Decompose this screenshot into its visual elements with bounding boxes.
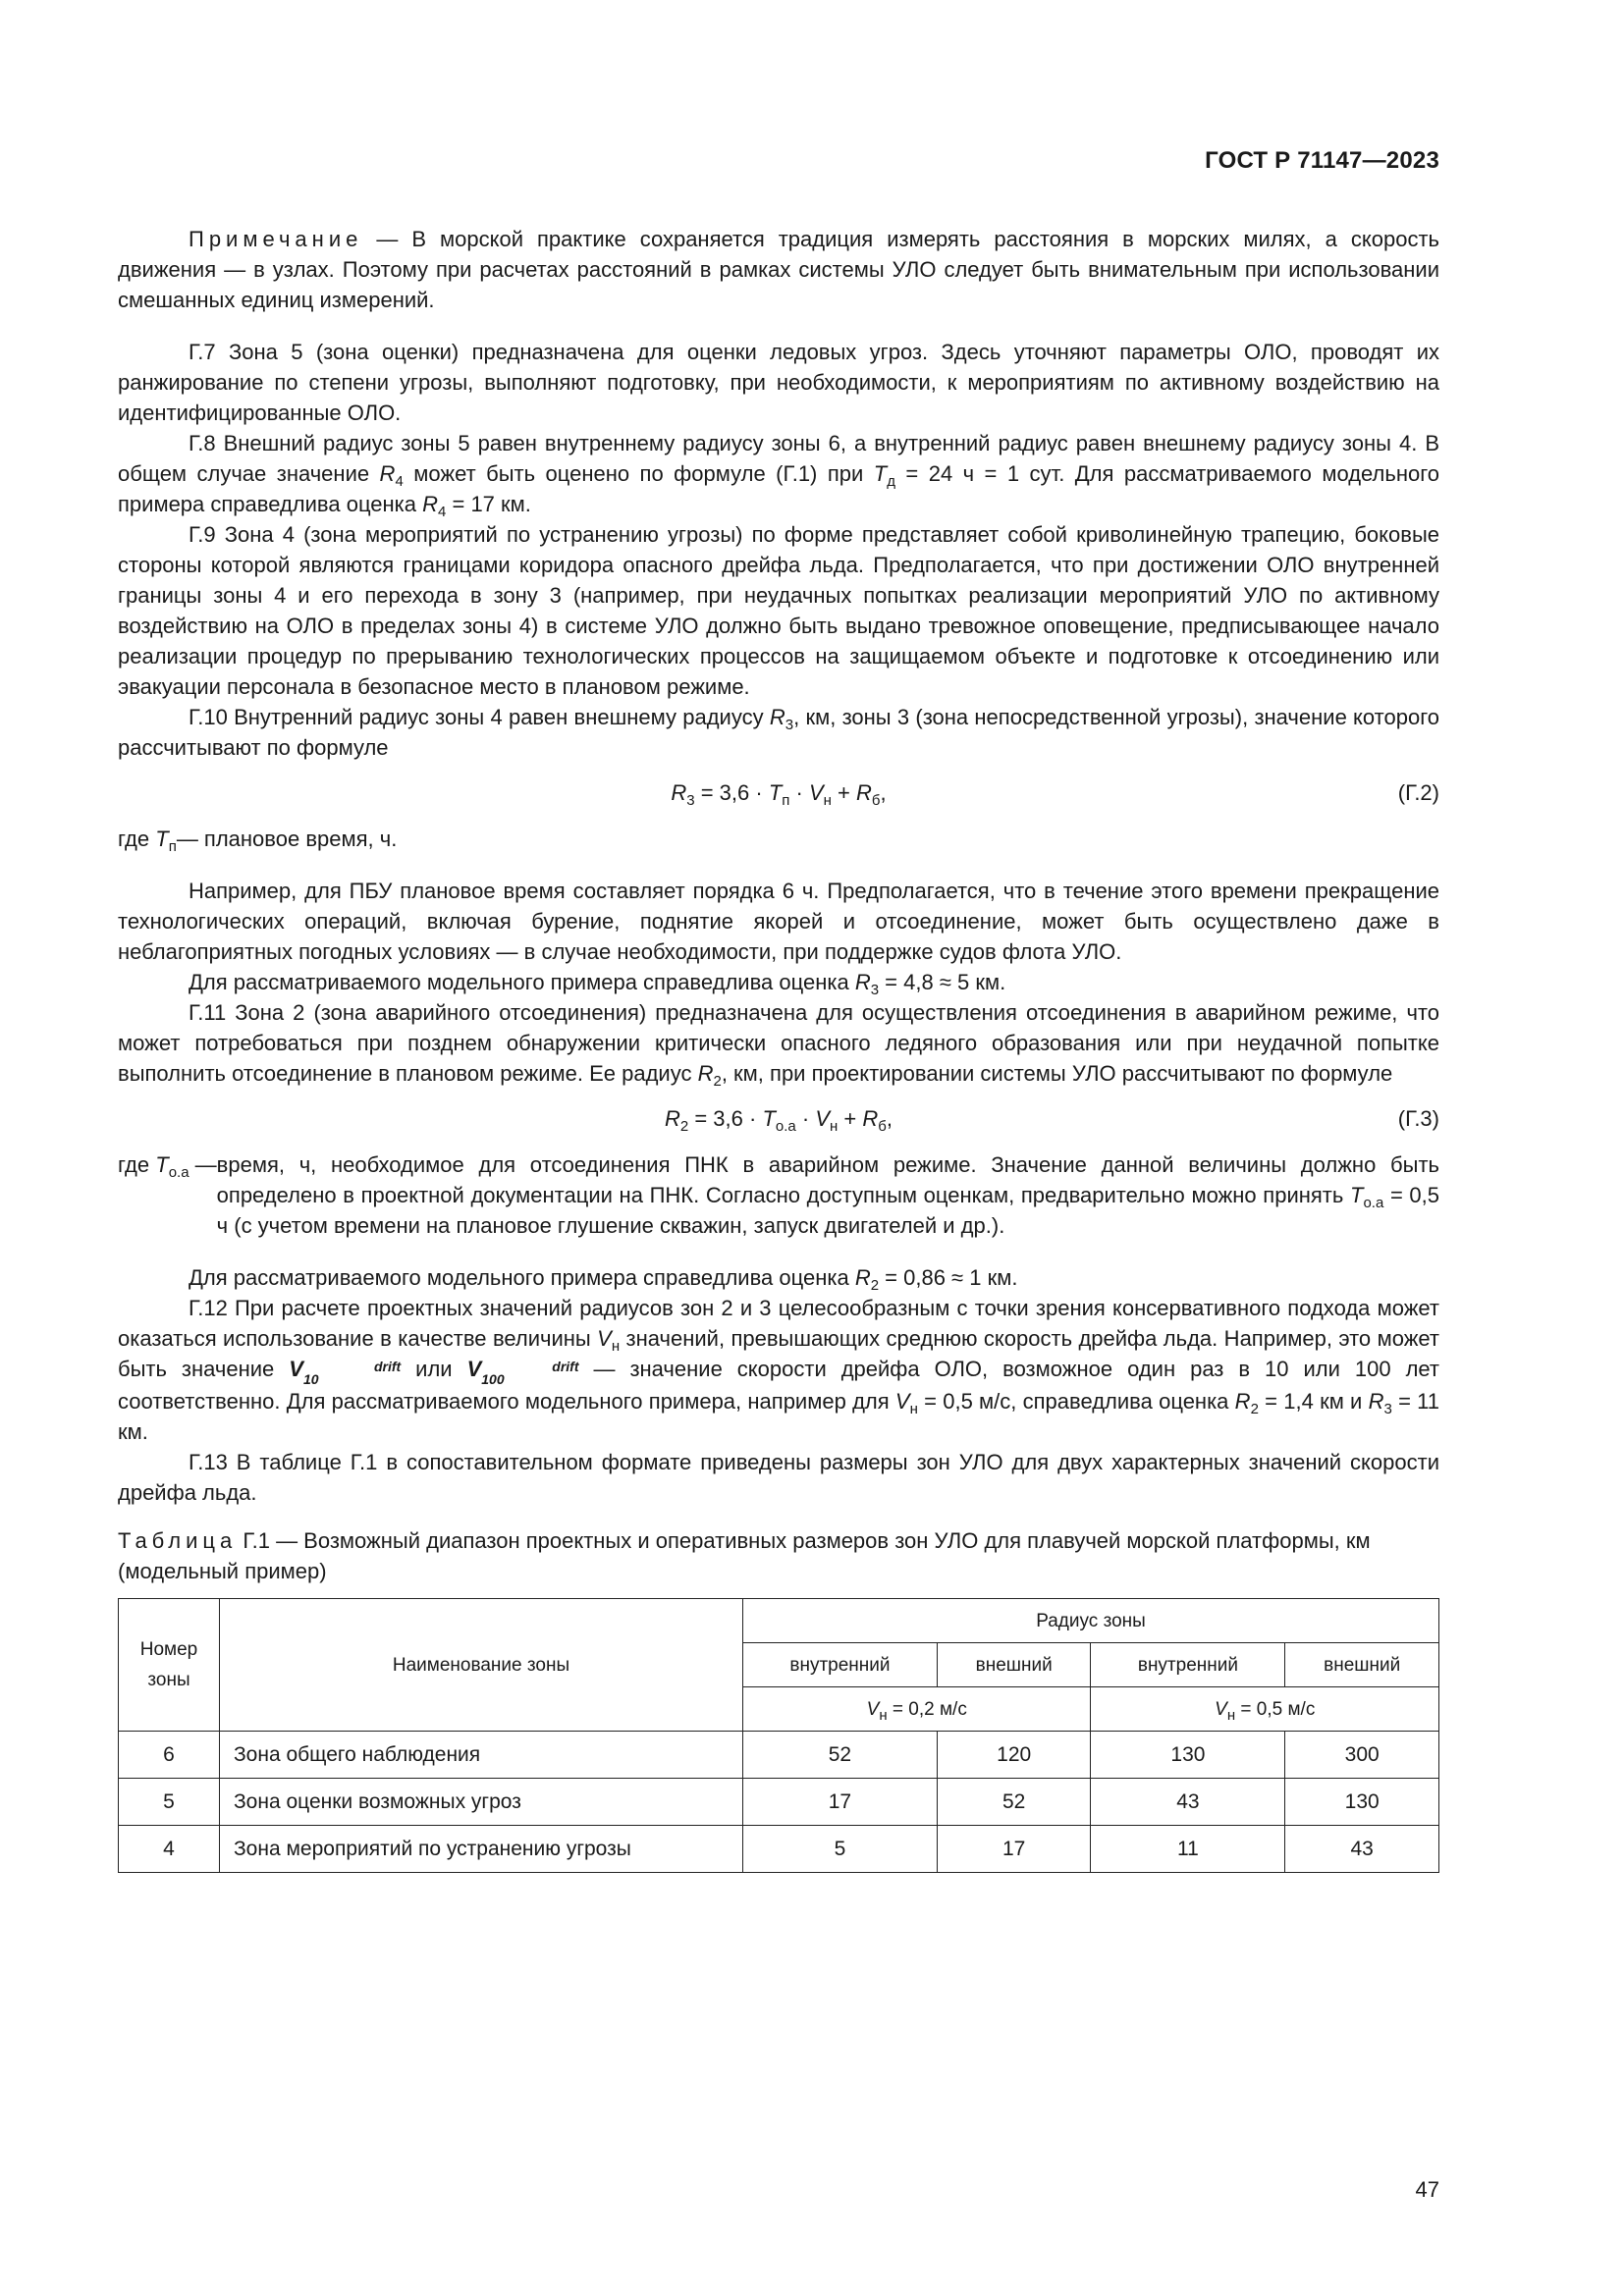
where-toa: где $T_{о.а}$ — время, ч, необходимое для отсоединения ПНК в аварийном режиме. Значение данной величины должно быть определено в проектной документации на ПНК. Согласно доступным оценкам, предварительно можно принять $T_{о.а} = 0,5$ ч (с учетом времени на плановое глушение скважин, запуск двигателей и др.). [118,1152,1440,1238]
header-inner-2: внутренний [1091,1643,1285,1687]
document-body [118,224,1439,1873]
zones-table [118,1598,1439,1873]
header-outer-1: внешний [937,1643,1091,1687]
header-speed-1: $V_н = 0,2$ м/с [743,1687,1091,1732]
paragraph-g11-estimate: Для рассматриваемого модельного примера справедлива оценка $R_2 = 0,86 \approx 1$ км. [189,1265,1018,1294]
header-zone-radius: Радиус зоны [743,1599,1439,1643]
header-outer-2: внешний [1285,1643,1439,1687]
outer-radius-cell: 130 [1285,1779,1439,1826]
formula-g3 [118,1089,1439,1149]
paragraph-g7: Г.7 Зона 5 (зона оценки) предназначена для оценки ледовых угроз. Здесь уточняют параметры ОЛО, проводят их ранжирование по степени угрозы, выполняют подготовку, при необходимости, к мероприятиям по активному воздействию на идентифицированные ОЛО. [118,340,1439,425]
where-tp: где $T_п$ — плановое время, ч. [118,827,398,855]
formula-g2-expression: $R_3 = 3,6 \cdot T_п \cdot V_н + R_б$, [671,780,887,809]
formula-g2-number: (Г.2) [1397,780,1439,805]
table-caption: Таблица Г.1 — Возможный диапазон проектных и оперативных размеров зон УЛО для плавучей морской платформы, км (модельный пример) [118,1528,1371,1583]
inner-radius-cell: 52 [743,1732,938,1779]
page-number: 47 [1415,2177,1439,2202]
table-row [119,1732,1439,1779]
zone-number-cell: 4 [119,1826,220,1873]
inner-radius-cell: 130 [1091,1732,1285,1779]
outer-radius-cell: 120 [937,1732,1091,1779]
v-drift-10-symbol: V drift 10 [289,1357,402,1387]
inner-radius-cell: 17 [743,1779,938,1826]
formula-g2 [118,763,1439,824]
header-inner-1: внутренний [743,1643,938,1687]
header-zone-number: Номер зоны [119,1599,220,1732]
table-row [119,1826,1439,1873]
paragraph-g13: Г.13 В таблице Г.1 в сопоставительном формате приведены размеры зон УЛО для двух характерных значений скорости дрейфа льда. [118,1450,1439,1505]
zone-name-cell: Зона оценки возможных угроз [220,1779,743,1826]
paragraph-g9: Г.9 Зона 4 (зона мероприятий по устранению угрозы) по форме представляет собой криволинейную трапецию, боковые стороны которой являются границами коридора опасного дрейфа льда. Предполагается, что при достижении ОЛО внутренней границы зоны 4 и его перехода в зону 3 (например, при неудачных попытках реализации мероприятий УЛО по активному воздействию на ОЛО в пределах зоны 4) в системе УЛО должно быть выдано тревожное оповещение, предписывающее начало реализации процедур по прерыванию технологических процессов на защищаемом объекте и подготовке к отсоединению или эвакуации персонала в безопасное место в плановом режиме. [118,522,1439,699]
table-row [119,1779,1439,1826]
outer-radius-cell: 17 [937,1826,1091,1873]
paragraph-g8: Г.8 Внешний радиус зоны 5 равен внутреннему радиусу зоны 6, а внутренний радиус равен внешнему радиусу зоны 4. В общем случае значение $R_4$ может быть оценено по формуле (Г.1) при $T_д = 24$ ч = 1 сут. Для рассматриваемого модельного примера справедлива оценка $R_4 = 17$ км. [118,431,1439,520]
paragraph-g10-example: Например, для ПБУ плановое время составляет порядка 6 ч. Предполагается, что в течение этого времени прекращение технологических операций, включая бурение, поднятие якорей и отсоединение, может быть осуществлено даже в неблагоприятных погодных условиях — в случае необходимости, при поддержке судов флота УЛО. [118,879,1439,964]
zone-number-cell: 5 [119,1779,220,1826]
document-page [118,0,1439,2296]
zone-name-cell: Зона общего наблюдения [220,1732,743,1779]
paragraph-g10-estimate: Для рассматриваемого модельного примера справедлива оценка $R_3 = 4,8 \approx 5$ км. [189,970,1006,998]
formula-g3-number: (Г.3) [1397,1106,1439,1131]
outer-radius-cell: 43 [1285,1826,1439,1873]
outer-radius-cell: 52 [937,1779,1091,1826]
inner-radius-cell: 43 [1091,1779,1285,1826]
v-drift-100-symbol: V drift 100 [466,1357,579,1387]
outer-radius-cell: 300 [1285,1732,1439,1779]
inner-radius-cell: 11 [1091,1826,1285,1873]
header-speed-2: $V_н = 0,5$ м/с [1091,1687,1439,1732]
inner-radius-cell: 5 [743,1826,938,1873]
document-header: ГОСТ Р 71147—2023 [1205,147,1439,174]
note-label: Примечание [189,227,363,251]
formula-g3-expression: $R_2 = 3,6 \cdot T_{о.а} \cdot V_н + R_б$, [665,1106,893,1135]
header-zone-name: Наименование зоны [220,1599,743,1732]
paragraph-g12: Г.12 При расчете проектных значений радиусов зон 2 и 3 целесообразным с точки зрения консервативного подхода может оказаться использование в качестве величины $V_н$ значений, превышающих среднюю скорость дрейфа льда. Например, это может быть значение V drift 10 или V drift 100 — значение скорости дрейфа ОЛО, возможное один раз в 10 или 100 лет соответственно. Для рассматриваемого модельного примера, например для $V_н = 0,5$ м/с, справедлива оценка $R_2 = 1,4$ км и $R_3 = 11$ км. [118,1296,1439,1444]
paragraph-g10: Г.10 Внутренний радиус зоны 4 равен внешнему радиусу $R_3$, км, зоны 3 (зона непосредственной угрозы), значение которого рассчитывают по формуле [118,705,1439,760]
note-paragraph: Примечание — В морской практике сохраняется традиция измерять расстояния в морских милях, а скорость движения — в узлах. Поэтому при расчетах расстояний в рамках системы УЛО следует быть внимательным при использовании смешанных единиц измерений. [118,227,1439,312]
zone-number-cell: 6 [119,1732,220,1779]
zone-name-cell: Зона мероприятий по устранению угрозы [220,1826,743,1873]
paragraph-g11: Г.11 Зона 2 (зона аварийного отсоединения) предназначена для осуществления отсоединения в аварийном режиме, что может потребоваться при позднем обнаружении критически опасного ледяного образования или при неудачной попытке выполнить отсоединение в плановом режиме. Ее радиус $R_2$, км, при проектировании системы УЛО рассчитывают по формуле [118,1000,1439,1090]
